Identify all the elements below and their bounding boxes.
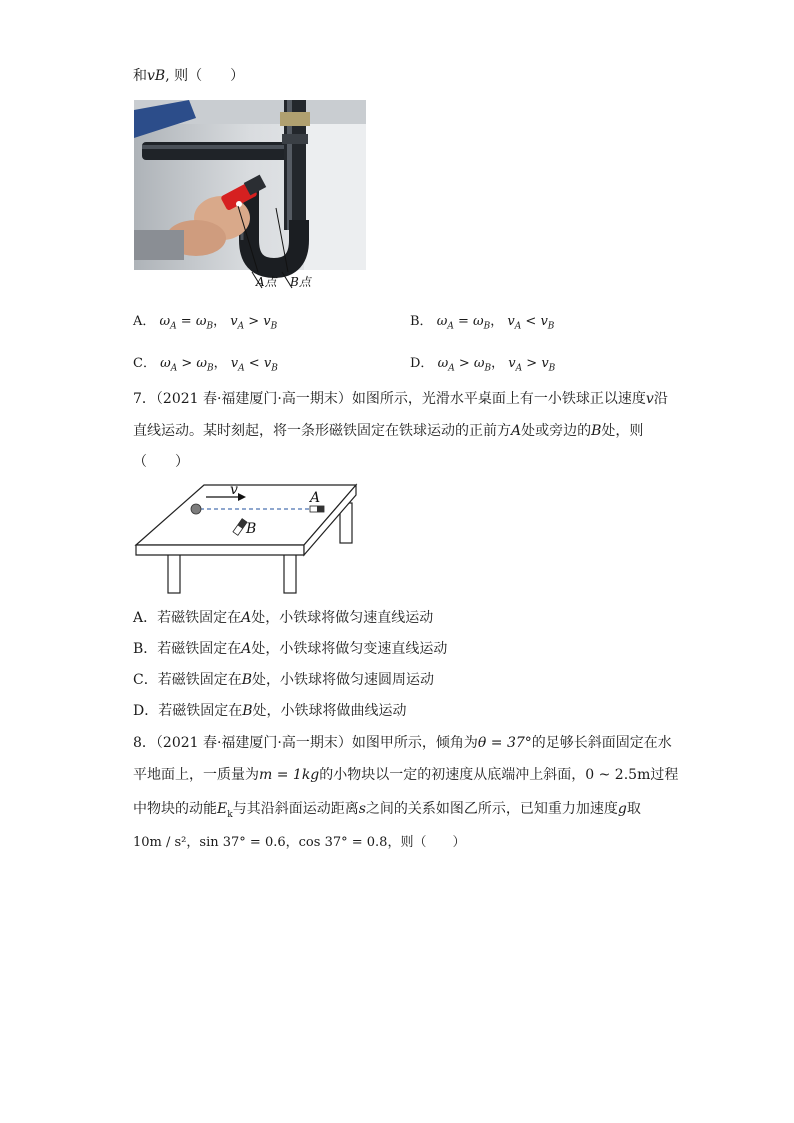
q7-option-b[interactable]: B．若磁铁固定在A处，小铁球将做匀变速直线运动 [133,641,448,657]
q7-option-a[interactable]: A．若磁铁固定在A处，小铁球将做匀速直线运动 [133,610,434,626]
q7-stem-line2: 直线运动。某时刻起，将一条形磁铁固定在铁球运动的正前方A处或旁边的B处，则 [133,423,644,439]
q6-photo-wrench-pipe [134,100,367,293]
q8-stem-line2: 平地面上，一质量为m = 1kg的小物块以一定的初速度从底端冲上斜面，0 ~ 2.5m过程 [133,767,679,783]
q6-option-c[interactable]: C． $\omega_A > \omega_B$， $v_A < v_B$ [133,356,278,374]
q7-stem-line1: 7．（2021 春·福建厦门·高一期末）如图所示，光滑水平桌面上有一小铁球正以速度v沿 [133,391,668,407]
photo-label-b: B点 [290,275,311,289]
q7-option-c[interactable]: C．若磁铁固定在B处，小铁球将做匀速圆周运动 [133,672,435,688]
fig-label-a: A [310,490,321,506]
q6-prefix: 和 [133,68,147,84]
q6-suffix: , 则（ ） [165,68,245,84]
fig-label-b: B [246,521,257,537]
q8-stem-line4: 10m / s²，sin 37° = 0.6，cos 37° = 0.8，则（ ） [133,835,466,850]
q7-option-d[interactable]: D．若磁铁固定在B处，小铁球将做曲线运动 [133,703,407,719]
q6-option-b[interactable]: B． $\omega_A = \omega_B$， $v_A < v_B$ [410,314,555,332]
q7-answer-blank: （ ） [133,454,189,470]
q8-stem-line1: 8．（2021 春·福建厦门·高一期末）如图甲所示，倾角为θ = 37°的足够长斜面固定在水 [133,735,672,751]
q6-stem-end [133,66,244,86]
q7-figure-table [134,483,360,597]
photo-label-a: A点 [256,275,277,289]
q6-option-a[interactable]: A． $\omega_A = \omega_B$， $v_A > v_B$ [133,314,278,332]
iron-ball [191,504,201,514]
q6-option-d[interactable]: D． $\omega_A > \omega_B$， $v_A > v_B$ [410,356,556,374]
fig-label-v: v [230,483,238,498]
q8-stem-line3: 中物块的动能$E_k$与其沿斜面运动距离s之间的关系如图乙所示，已知重力加速度g取 [133,801,641,820]
q6-var-vb: vB [147,68,166,84]
